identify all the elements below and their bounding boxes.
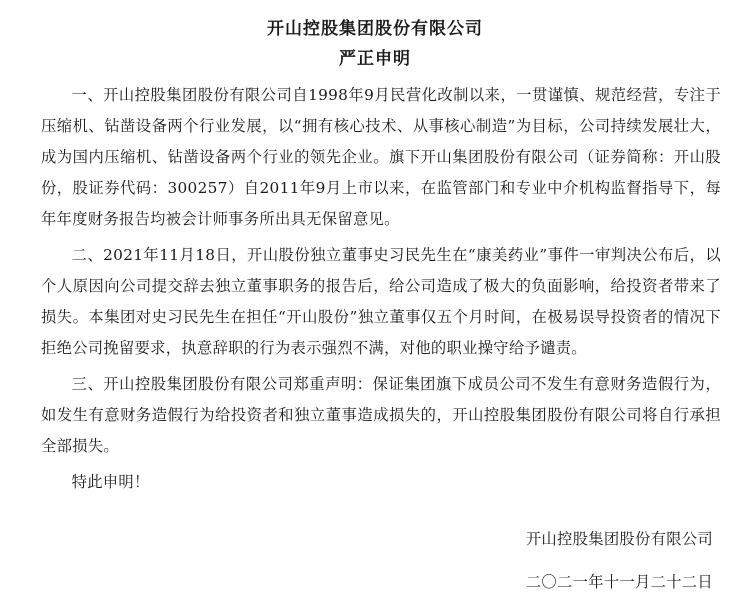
paragraph-1: 一、开山控股集团股份有限公司自1998年9月民营化改制以来，一贯谨慎、规范经营，专注于压缩机、钻凿设备两个行业发展，以“拥有核心技术、从事核心制造”为目标，公司持续发展壮大，成为国内压缩机、钻凿设备两个行业的领先企业。旗下开山集团股份有限公司（证券简称：开山股份，股证券代码：300257）自2011年9月上市以来，在监管部门和专业中介机构监督指导下，每年年度财务报告均被会计师事务所出具无保留意见。 [41, 86, 721, 228]
paragraph-2: 二、2021年11月18日，开山股份独立董事史习民先生在“康美药业”事件一审判决公布后，以个人原因向公司提交辞去独立董事职务的报告后，给公司造成了极大的负面影响，给投资者带来了损失。本集团对史习民先生在担任“开山股份”独立董事仅五个月时间，在极易误导投资者的情况下拒绝公司挽留要求，执意辞职的行为表示强烈不满，对他的职业操守给予谴责。 [41, 246, 721, 357]
document-heading: 严正申明 [339, 49, 411, 69]
paragraph-3: 三、开山控股集团股份有限公司郑重声明：保证集团旗下成员公司不发生有意财务造假行为，如发生有意财务造假行为给投资者和独立董事造成损失的，开山控股集团股份有限公司将自行承担全部损失。 [41, 375, 721, 455]
signature-date: 二〇二一年十一月二十二日 [525, 573, 713, 591]
document-body [41, 80, 721, 498]
closing-remark: 特此申明！ [71, 473, 150, 491]
company-title: 开山控股集团股份有限公司 [267, 19, 483, 39]
signature-company: 开山控股集团股份有限公司 [525, 530, 713, 548]
